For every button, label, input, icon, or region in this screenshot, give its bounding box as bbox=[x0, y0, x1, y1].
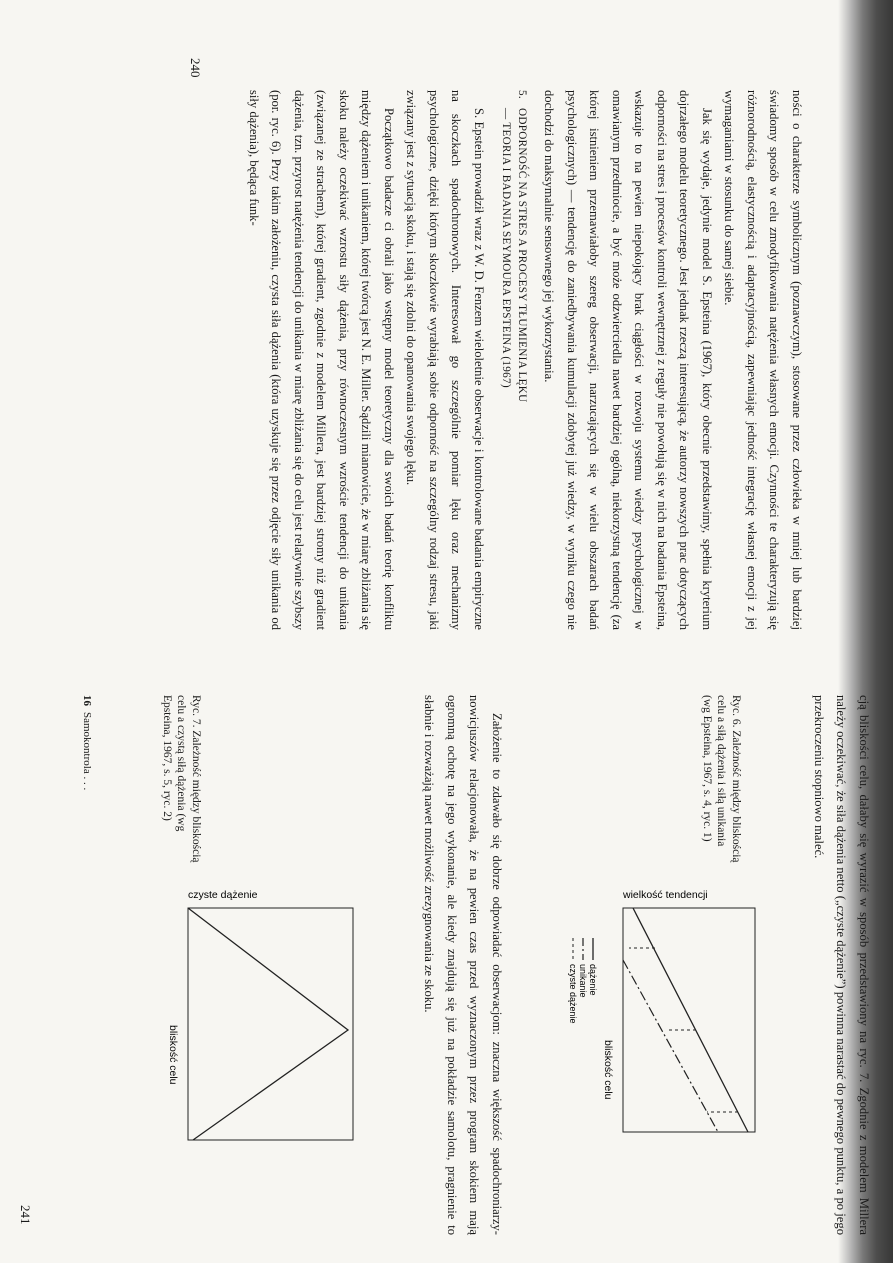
legend-avoidance: unikanie bbox=[578, 964, 588, 998]
footer-text: Samokontrola . . . bbox=[81, 712, 93, 791]
y-axis-label: wielkość tendencji bbox=[623, 889, 708, 901]
paragraph: Założenie to zdawało się dobrze odpowiadać obserwacjom: znaczna większość spadochroniarzy-nowicjuszów relacjonowała, że na pewien czas przed wyznaczonym przez program skokiem mają ogromną ochotę na jego wykonanie, ale kiedy znajdują się już na pokładzie samolotu, pragnienie to słabnie i rozważają nawet możliwość zrezygnowania ze skoku. bbox=[422, 695, 504, 1235]
section-subtitle: — TEORIA I BADANIA SEYMOURA EPSTEINA (1967) bbox=[500, 108, 512, 388]
right-top-text bbox=[808, 695, 876, 1235]
legend-approach: dążenie bbox=[588, 964, 598, 996]
net-approach-curve bbox=[188, 908, 348, 1140]
x-axis-label: bliskość celu bbox=[167, 1025, 179, 1085]
figure-6-graph bbox=[568, 880, 763, 1235]
approach-line bbox=[633, 908, 748, 1132]
left-page bbox=[0, 60, 838, 660]
footer-mark: 16 bbox=[81, 695, 93, 706]
graph-frame bbox=[623, 908, 755, 1132]
graph-frame bbox=[188, 908, 353, 1140]
legend-net-approach: czyste dążenie bbox=[568, 964, 578, 1024]
y-axis-label: czyste dążenie bbox=[188, 889, 258, 901]
footer-note bbox=[81, 695, 93, 790]
x-axis-label: bliskość celu bbox=[602, 1040, 614, 1100]
right-page bbox=[0, 660, 893, 1263]
figure-7-caption: Ryc. 7. Zależność między bliskością celu a czystą siłą dążenia (wg Epsteina, 1967, s. 5, ryc. 2) bbox=[161, 695, 202, 863]
figure-7-graph bbox=[133, 880, 443, 1235]
section-number: 5. bbox=[516, 90, 528, 99]
section-title: ODPORNOŚĆ NA STRES A PROCESY TŁUMIENIA LĘKU bbox=[516, 108, 528, 403]
figure-6 bbox=[563, 695, 763, 1235]
paragraph: cją bliskości celu, dałaby się wyrazić w sposób przedstawiony na ryc. 7. Zgodnie z modelem Millera należy oczekiwać, że siła dążenia netto („czyste dążenie”) powinna narastać do pewnego punktu, a po jego przekroczeniu stopniowo maleć. bbox=[812, 695, 871, 1235]
paragraph: ności o charakterze symbolicznym (poznawczym), stosowane przez człowieka w mniej lub bardziej świadomy sposób w celu zmodyfikowania natężenia własnych emocji. Czynności te charakteryzują się różnorodnością, elastycznością i adaptacyjnością, zapewniając jedność integrację własnej emocji z jej wymaganiami w stosunku do samej siebie. bbox=[722, 90, 804, 630]
paragraph: Początkowo badacze ci obrali jako wstępny model teoretyczny dla swoich badań teorię konfliktu między dążeniem i unikaniem, której twórcą jest N. E. Miller. Sądzili mianowicie, że w miarę zbliżania się skoku należy oczekiwać wzrostu siły dążenia, przy równoczesnym wzroście tendencji do unikania (związanej ze strachem), której gradient, zgodnie z modelem Millera, jest bardziej stromy niż gradient dążenia, tzn. przyrost natężenia tendencji do unikania w miarę zbliżania się do celu jest relatywnie szybszy (por. ryc. 6). Przy takim założeniu, czysta siła dążenia (która uzyskuje się przez odjęcie siły unikania od siły dążenia), będąca funk- bbox=[247, 90, 396, 630]
left-page-text bbox=[243, 90, 809, 630]
figure-7 bbox=[133, 695, 443, 1235]
page-number-right: 241 bbox=[18, 1205, 33, 1225]
figure-6-caption: Ryc. 6. Zależność między bliskością celu a siłą dążenia i siłą unikania (wg Epsteina, 1967, s. 4, ryc. 1) bbox=[701, 695, 742, 863]
page-number-left: 240 bbox=[188, 58, 203, 78]
paragraph: S. Epstein prowadził wraz z W. D. Fenzem wieloletnie obserwacje i kontrolowane badania empiryczne na skoczkach spadochronowych. Interesował go szczególnie pomiar lęku oraz mechanizmy psychologiczne, dzięki którym skoczkowie wyrabiają sobie odporność na szczególny rodzaj stresu, jaki związany jest z sytuacją skoku, i stają się zdolni do opanowania swojego lęku. bbox=[404, 90, 486, 630]
section-heading bbox=[498, 90, 530, 630]
paragraph: Jak się wydaje, jedynie model S. Epsteina (1967), który obecnie przedstawimy, spełnia kryterium dojrzałego modelu teoretycznego. Jest jednak rzeczą interesującą, że autorzy nowszych prac dotyczących odporności na stres i procesów kontroli wewnętrznej z reguły nie powołują się w nich na badania Epsteina, wskazuje to na pewien niepokojący brak ciągłości w rozwoju systemu wiedzy psychologicznej w omawianym przedmiocie, a być może odzwierciedla nawet bardziej ogólną, niekorzystną tendencję (za której istnieniem przemawiałoby szereg obserwacji, narzucających się w wielu obszarach badań psychologicznych) — tendencję do zaniedbywania kumulacji zdobytej już wiedzy, w wyniku czego nie dochodzi do maksymalnie sensownego jej wykorzystania. bbox=[542, 90, 714, 630]
